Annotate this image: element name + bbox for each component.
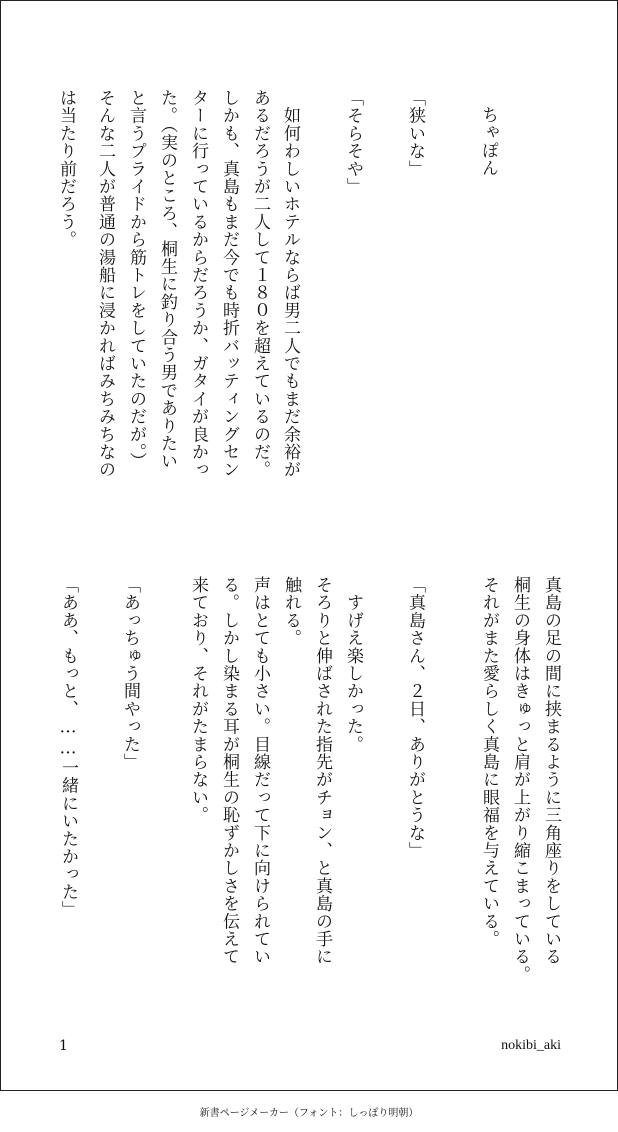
text-column: は当たり前だろう。 [56, 89, 76, 249]
text-column: と言うプライドから筋トレをしていたのだが。） [126, 89, 146, 470]
text-column: 「真島さん、２日、ありがとうな」 [405, 576, 425, 860]
text-column: すげえ楽しかった。 [343, 576, 363, 753]
page-number: 1 [59, 1038, 68, 1054]
text-column: そろりと伸ばされた指先がチョン、と真島の手に [312, 576, 332, 966]
text-column: る。しかし染まる耳が桐生の恥ずかしさを伝えて [219, 576, 239, 966]
text-column: あるだろうが二人して１８０を超えているのだ。 [250, 89, 270, 479]
text-column: 「そらそや」 [343, 89, 363, 196]
text-column: 「あっちゅう間やった」 [120, 576, 140, 771]
footer-caption: 新書ページメーカー（フォント：しっぽり明朝） [199, 1108, 419, 1119]
text-column: ターに行っているからだろうか、ガタイが良かっ [188, 89, 208, 479]
text-column: 来ており、それがたまらない。 [188, 576, 208, 824]
author-name: nokibi_aki [501, 1038, 561, 1053]
text-column: 声はとても小さい。目線だって下に向けられてい [250, 576, 270, 966]
text-column: 如何わしいホテルならば男二人でもまだ余裕が [280, 89, 300, 479]
text-column: しかも、真島もまだ今でも時折バッティングセン [219, 89, 239, 479]
text-column: ちゃぽん [478, 106, 498, 177]
text-column: そんな二人が普通の湯船に浸かればみちみちなの [95, 89, 115, 479]
text-column: 「狭いな」 [405, 89, 425, 178]
text-column: 触れる。 [281, 576, 301, 647]
text-column: 真島の足の間に挟まるように三角座りをしている [541, 576, 561, 966]
text-column: た。（実のところ、桐生に釣り合う男でありたい [157, 89, 177, 470]
text-column: 桐生の身体はきゅっと肩が上がり縮こまっている。 [510, 576, 530, 984]
text-column: それがまた愛らしく真島に眼福を与えている。 [479, 576, 499, 948]
text-column: 「ああ、もっと、……一緒にいたかった」 [58, 576, 78, 919]
